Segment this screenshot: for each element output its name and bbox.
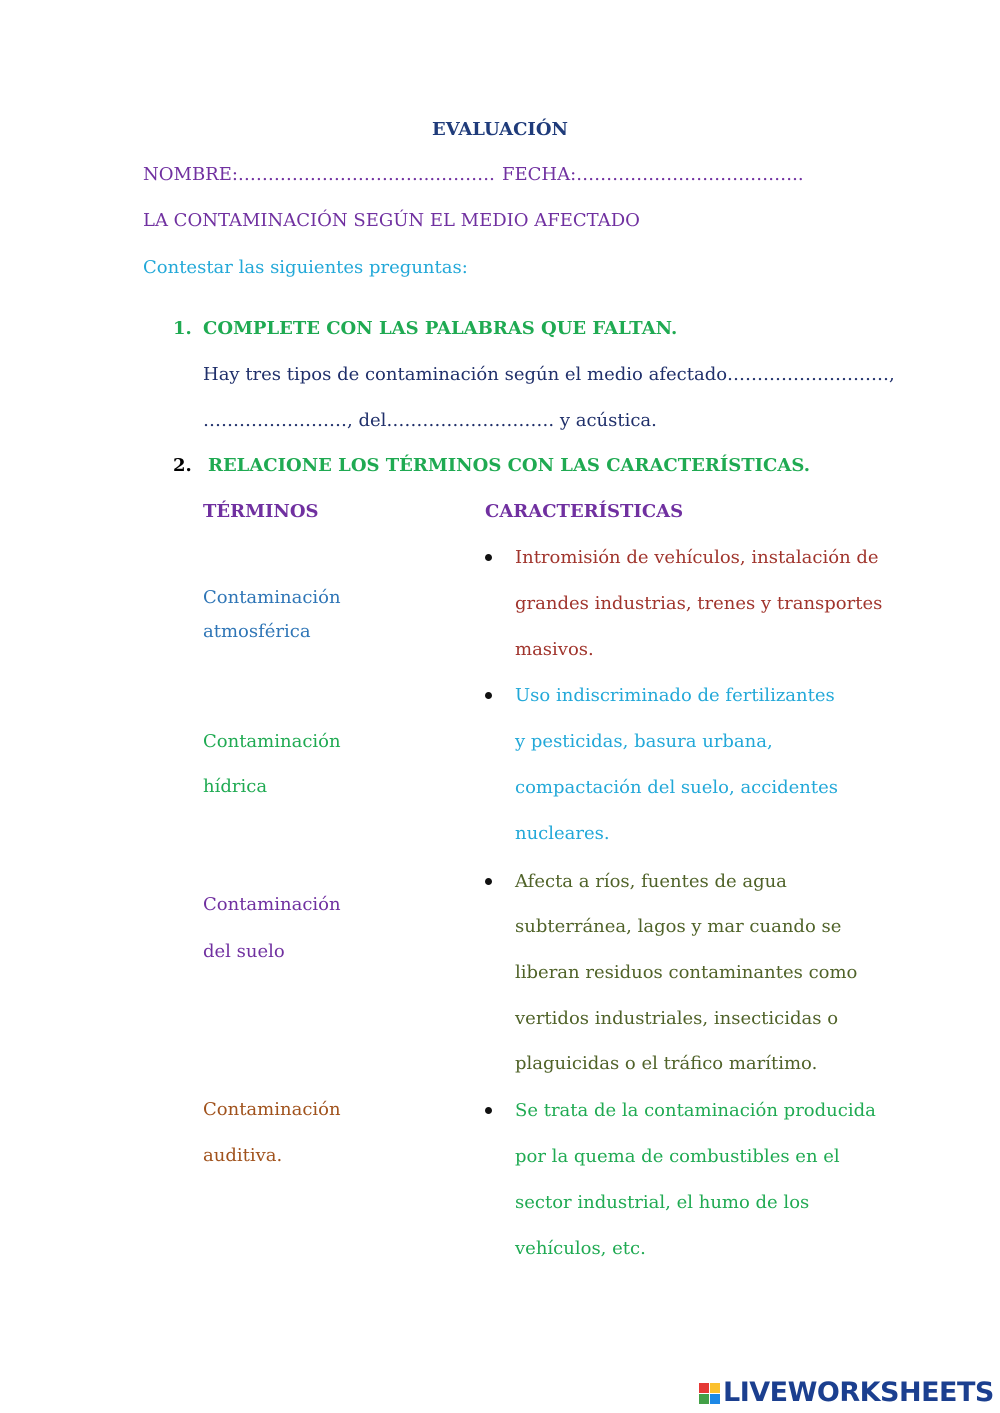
liveworksheets-watermark: LIVEWORKSHEETS	[723, 1377, 994, 1408]
term-suelo-line1[interactable]: Contaminación	[203, 894, 341, 915]
char-2-line4[interactable]: nucleares.	[515, 823, 610, 844]
q1-line1: Hay tres tipos de contaminación según el medio afectado………………………,	[203, 364, 895, 385]
term-suelo-line2[interactable]: del suelo	[203, 941, 285, 962]
page-title: EVALUACIÓN	[432, 119, 568, 140]
term-atmosferica-line1[interactable]: Contaminación	[203, 587, 341, 608]
bullet-icon	[485, 878, 492, 885]
char-1-line3[interactable]: masivos.	[515, 639, 594, 660]
date-field[interactable]: FECHA:………………………………..	[502, 164, 804, 185]
char-4-line2[interactable]: por la quema de combustibles en el	[515, 1146, 840, 1167]
q1-line2: ……………………, del………………………. y acústica.	[203, 410, 657, 431]
terms-header: TÉRMINOS	[203, 501, 319, 522]
q2-number: 2.	[173, 455, 192, 476]
term-auditiva-line1[interactable]: Contaminación	[203, 1099, 341, 1120]
char-2-line2[interactable]: y pesticidas, basura urbana,	[515, 731, 773, 752]
bullet-icon	[485, 1107, 492, 1114]
char-3-line3[interactable]: liberan residuos contaminantes como	[515, 962, 858, 983]
char-4-line1[interactable]: Se trata de la contaminación producida	[515, 1100, 876, 1121]
term-atmosferica-line2[interactable]: atmosférica	[203, 621, 311, 642]
bullet-icon	[485, 692, 492, 699]
q2-heading: RELACIONE LOS TÉRMINOS CON LAS CARACTERÍSTICAS.	[208, 455, 810, 476]
char-3-line5[interactable]: plaguicidas o el tráfico marítimo.	[515, 1053, 818, 1074]
char-4-line4[interactable]: vehículos, etc.	[515, 1238, 646, 1259]
name-field[interactable]: NOMBRE:…………………………...……….	[143, 164, 495, 185]
char-1-line1[interactable]: Intromisión de vehículos, instalación de	[515, 547, 879, 568]
char-3-line4[interactable]: vertidos industriales, insecticidas o	[515, 1008, 839, 1029]
q1-number: 1.	[173, 318, 192, 339]
instruction: Contestar las siguientes preguntas:	[143, 257, 468, 278]
term-auditiva-line2[interactable]: auditiva.	[203, 1145, 283, 1166]
bullet-icon	[485, 554, 492, 561]
term-hidrica-line2[interactable]: hídrica	[203, 776, 268, 797]
char-3-line1[interactable]: Afecta a ríos, fuentes de agua	[515, 871, 787, 892]
term-hidrica-line1[interactable]: Contaminación	[203, 731, 341, 752]
characteristics-header: CARACTERÍSTICAS	[485, 501, 684, 522]
char-1-line2[interactable]: grandes industrias, trenes y transportes	[515, 593, 883, 614]
char-3-line2[interactable]: subterránea, lagos y mar cuando se	[515, 916, 842, 937]
char-2-line3[interactable]: compactación del suelo, accidentes	[515, 777, 838, 798]
char-2-line1[interactable]: Uso indiscriminado de fertilizantes	[515, 685, 835, 706]
char-4-line3[interactable]: sector industrial, el humo de los	[515, 1192, 810, 1213]
subtitle: LA CONTAMINACIÓN SEGÚN EL MEDIO AFECTADO	[143, 210, 640, 231]
q1-heading: COMPLETE CON LAS PALABRAS QUE FALTAN.	[203, 318, 678, 339]
